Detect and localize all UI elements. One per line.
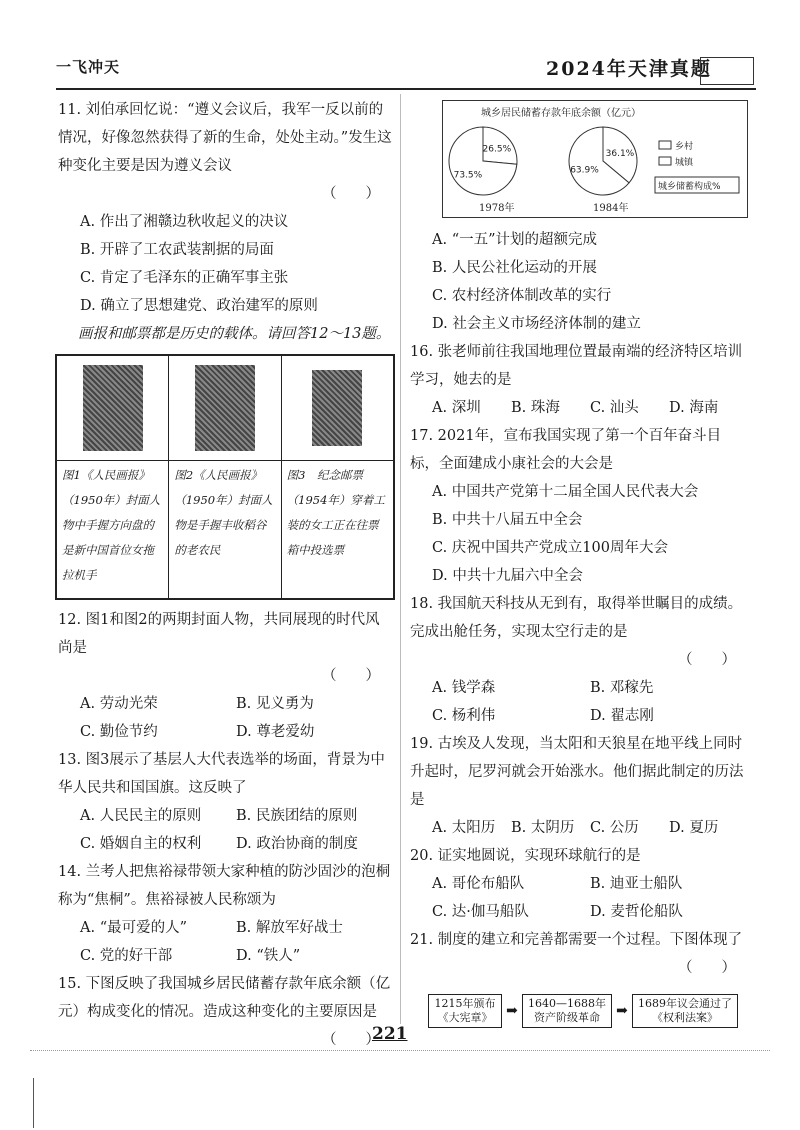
picture-caption-3: 图3 纪念邮票（1954年）穿着工装的女工正在往票箱中投选票 (286, 468, 385, 557)
q14-option-b: B. 解放军好战士 (236, 920, 343, 936)
pie-0-label-0: 26.5% (482, 144, 512, 155)
header-divider (56, 88, 756, 90)
q11-option-c: C. 肯定了毛泽东的正确军事主张 (80, 270, 289, 286)
q18-option-a: A. 钱学森 (432, 680, 496, 696)
q13-option-d: D. 政治协商的制度 (236, 836, 358, 852)
q12-option-c: C. 勤俭节约 (80, 724, 158, 740)
q19-stem: 19. 古埃及人发现，当太阳和天狼星在地平线上同时升起时，尼罗河就会开始涨水。他们据此制定的历法是 (410, 736, 744, 808)
stamp-image (312, 370, 362, 446)
page-number: 221 (372, 1024, 408, 1044)
savings-pie-chart (442, 100, 748, 218)
margin-mark (33, 1078, 34, 1128)
legend-swatch-rural (659, 141, 671, 149)
q18-option-b: B. 邓稼先 (590, 680, 654, 696)
q14-option-c: C. 党的好干部 (80, 948, 173, 964)
constitution-flow-diagram (428, 994, 738, 1028)
q14-option-d: D. “铁人” (236, 948, 301, 964)
q12-answer-paren: （ ） (322, 668, 380, 684)
q11-answer-paren: （ ） (322, 186, 380, 202)
q13-option-c: C. 婚姻自主的权利 (80, 836, 202, 852)
legend-swatch-urban (659, 157, 671, 165)
chart-title: 城乡居民储蓄存款年底余额（亿元） (481, 108, 641, 119)
q11-option-d: D. 确立了思想建党、政治建军的原则 (80, 298, 318, 314)
q15-option-c: C. 农村经济体制改革的实行 (432, 288, 612, 304)
q14-option-a: A. “最可爱的人” (80, 920, 188, 936)
column-divider (400, 94, 401, 1024)
q12-option-a: A. 劳动光荣 (80, 696, 158, 712)
pie-year-1978: 1978年 (479, 203, 515, 214)
q11-option-a: A. 作出了湘赣边秋收起义的决议 (80, 214, 289, 230)
q20-option-d: D. 麦哲伦船队 (590, 904, 683, 920)
q16-stem: 16. 张老师前往我国地理位置最南端的经济特区培训学习，她去的是 (410, 344, 743, 388)
q11-option-b: B. 开辟了工农武装割据的局面 (80, 242, 274, 258)
picture-cell-1 (57, 356, 169, 598)
q15-option-b: B. 人民公社化运动的开展 (432, 260, 597, 276)
q12-option-d: D. 尊老爱幼 (236, 724, 315, 740)
arrow-right-icon: ➡ (506, 1003, 518, 1019)
q18-option-c: C. 杨利伟 (432, 708, 496, 724)
q19-option-d: D. 夏历 (669, 820, 719, 836)
picture-cell-2 (169, 356, 281, 598)
q11-stem: 11. 刘伯承回忆说：“遵义会议后，我军一反以前的情况，好像忽然获得了新的生命，处处主动。”发生这种变化主要是因为遵义会议 (58, 102, 392, 174)
q15-answer-paren: （ ） (322, 1032, 380, 1048)
legend-label-urban: 城镇 (675, 158, 694, 168)
left-column (58, 96, 392, 1054)
picture-cell-3 (282, 356, 393, 598)
q21-stem: 21. 制度的建立和完善都需要一个过程。下图体现了 (410, 932, 743, 948)
flow-box-bill-of-rights: 1689年议会通过了《权利法案》 (632, 994, 738, 1028)
q14-stem: 14. 兰考人把焦裕禄带领大家种植的防沙固沙的泡桐称为“焦桐”。焦裕禄被人民称颂为 (58, 864, 391, 908)
q17-option-d: D. 中共十九届六中全会 (432, 568, 583, 584)
pie-year-1984: 1984年 (593, 203, 629, 214)
q18-answer-paren: （ ） (678, 652, 736, 668)
q17-stem: 17. 2021年，宣布我国实现了第一个百年奋斗目标，全面建成小康社会的大会是 (410, 428, 722, 472)
picture-caption-1: 图1《人民画报》（1950年）封面人物中手握方向盘的是新中国首位女拖拉机手 (62, 468, 161, 582)
q16-option-c: C. 汕头 (590, 400, 639, 416)
q21-answer-paren: （ ） (678, 960, 736, 976)
publisher-logo (700, 57, 754, 85)
header-title: 2024年天津真题 (546, 58, 712, 80)
right-column (410, 226, 748, 982)
q12-stem: 12. 图1和图2的两期封面人物，共同展现的时代风尚是 (58, 612, 380, 656)
q15-option-d: D. 社会主义市场经济体制的建立 (432, 316, 641, 332)
flow-box-magna-carta: 1215年颁布《大宪章》 (428, 994, 502, 1028)
q12-13-intro: 画报和邮票都是历史的载体。请回答12～13题。 (78, 326, 391, 342)
q17-option-b: B. 中共十八届五中全会 (432, 512, 583, 528)
q20-stem: 20. 证实地圆说，实现环球航行的是 (410, 848, 641, 864)
q20-option-c: C. 达·伽马船队 (432, 904, 529, 920)
q17-option-c: C. 庆祝中国共产党成立100周年大会 (432, 540, 668, 556)
q16-option-b: B. 珠海 (511, 400, 560, 416)
q12-option-b: B. 见义勇为 (236, 696, 314, 712)
picture-table (55, 354, 395, 600)
q15-option-a: A. “一五”计划的超额完成 (432, 232, 598, 248)
magazine-cover-2-image (195, 365, 255, 451)
q15-stem: 15. 下图反映了我国城乡居民储蓄存款年底余额（亿元）构成变化的情况。造成这种变化的主要原因是 (58, 976, 391, 1020)
flow-box-revolution: 1640—1688年资产阶级革命 (522, 994, 612, 1028)
q16-option-a: A. 深圳 (432, 400, 481, 416)
pie-1-label-0: 36.1% (605, 149, 635, 160)
q19-option-b: B. 太阴历 (511, 820, 575, 836)
q18-stem: 18. 我国航天科技从无到有，取得举世瞩目的成绩。完成出舱任务，实现太空行走的是 (410, 596, 743, 640)
q17-option-a: A. 中国共产党第十二届全国人民代表大会 (432, 484, 699, 500)
legend-caption: 城乡储蓄构成% (658, 182, 721, 192)
magazine-cover-1-image (83, 365, 143, 451)
q16-option-d: D. 海南 (669, 400, 719, 416)
pie-0-label-1: 73.5% (453, 170, 483, 181)
pie-1-label-1: 63.9% (570, 165, 599, 176)
q19-option-c: C. 公历 (590, 820, 639, 836)
arrow-right-icon: ➡ (616, 1003, 628, 1019)
header-brand: 一飞冲天 (56, 58, 121, 76)
q13-option-b: B. 民族团结的原则 (236, 808, 358, 824)
q19-option-a: A. 太阳历 (432, 820, 496, 836)
picture-caption-2: 图2《人民画报》（1950年）封面人物是手握丰收稻谷的老农民 (174, 468, 273, 557)
footer-dotted-line (30, 1050, 770, 1051)
q18-option-d: D. 翟志刚 (590, 708, 654, 724)
legend-label-rural: 乡村 (675, 142, 694, 152)
q20-option-b: B. 迪亚士船队 (590, 876, 683, 892)
q20-option-a: A. 哥伦布船队 (432, 876, 525, 892)
q13-stem: 13. 图3展示了基层人大代表选举的场面，背景为中华人民共和国国旗。这反映了 (58, 752, 385, 796)
q13-option-a: A. 人民民主的原则 (80, 808, 202, 824)
